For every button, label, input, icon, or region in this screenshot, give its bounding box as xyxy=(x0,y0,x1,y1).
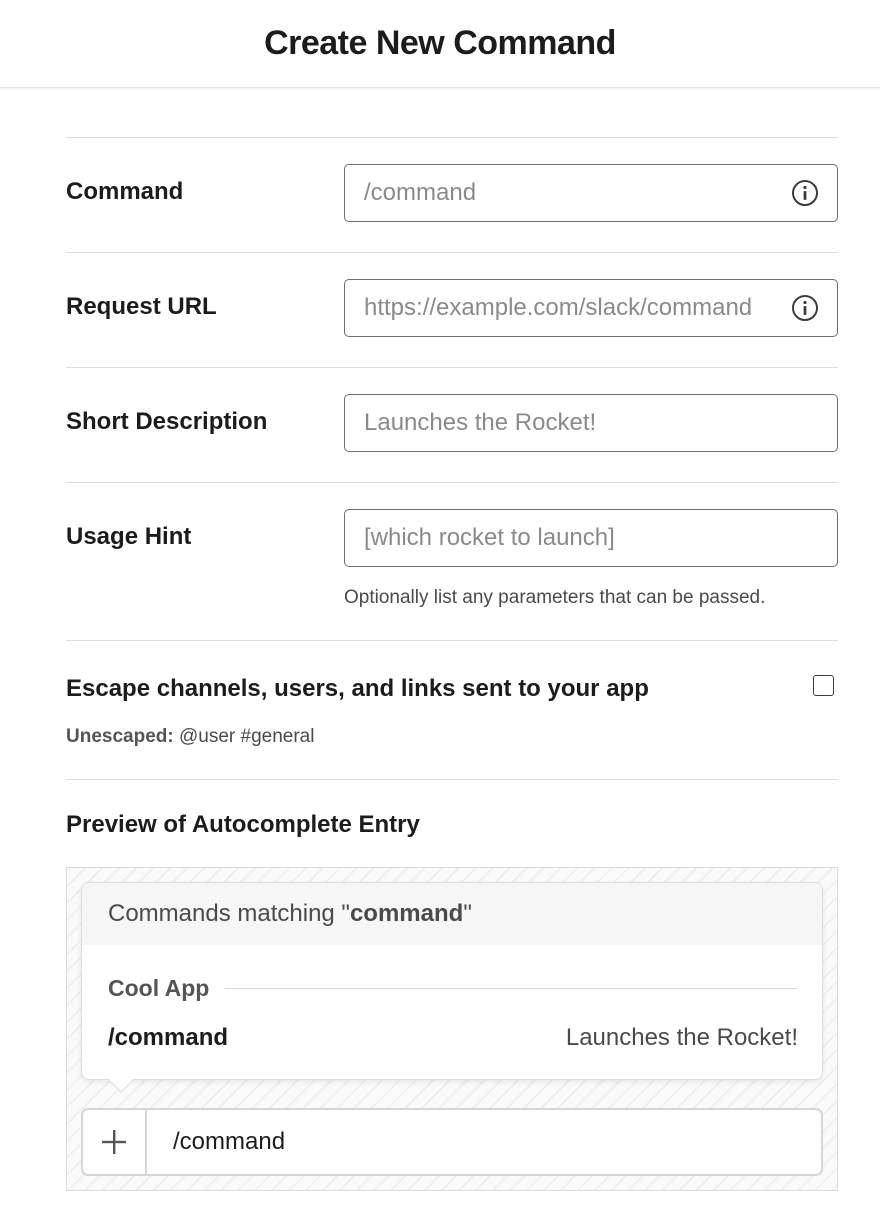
message-composer[interactable] xyxy=(81,1108,823,1176)
autocomplete-description: Launches the Rocket! xyxy=(565,1024,798,1051)
command-input[interactable] xyxy=(345,165,837,221)
plus-icon xyxy=(101,1129,127,1155)
header-suffix: " xyxy=(463,900,472,927)
app-group-header xyxy=(108,975,798,1002)
short-description-field[interactable] xyxy=(344,394,838,452)
short-description-input[interactable] xyxy=(345,395,837,451)
info-icon[interactable] xyxy=(791,179,819,207)
usage-hint-help: Optionally list any parameters that can be passed. xyxy=(344,587,766,608)
request-url-field[interactable] xyxy=(344,279,838,337)
usage-hint-label: Usage Hint xyxy=(66,523,192,550)
plus-button[interactable] xyxy=(83,1110,147,1174)
composer-text[interactable]: /command xyxy=(173,1128,286,1155)
escape-row xyxy=(66,640,838,779)
escape-label: Escape channels, users, and links sent to your app xyxy=(66,675,649,702)
escape-status-label: Unescaped: xyxy=(66,726,174,747)
page-header xyxy=(0,0,880,88)
command-row xyxy=(66,137,838,252)
short-description-label: Short Description xyxy=(66,408,268,435)
usage-hint-field[interactable] xyxy=(344,509,838,567)
info-icon[interactable] xyxy=(791,294,819,322)
header-query: command xyxy=(349,900,464,927)
autocomplete-command[interactable]: /command xyxy=(108,1024,229,1051)
request-url-label: Request URL xyxy=(66,293,217,320)
page-title: Create New Command xyxy=(264,24,616,62)
escape-checkbox[interactable] xyxy=(813,675,834,696)
autocomplete-popup xyxy=(81,882,823,1080)
command-label: Command xyxy=(66,178,184,205)
app-divider xyxy=(225,988,798,989)
header-prefix: Commands matching " xyxy=(108,900,350,927)
preview-row xyxy=(66,779,838,838)
preview-title: Preview of Autocomplete Entry xyxy=(66,811,420,838)
popup-pointer xyxy=(108,1067,133,1092)
request-url-input[interactable] xyxy=(345,280,837,336)
command-form xyxy=(66,137,838,838)
autocomplete-header xyxy=(82,883,822,945)
escape-status xyxy=(66,726,314,748)
autocomplete-preview xyxy=(66,867,838,1191)
request-url-row xyxy=(66,252,838,367)
escape-status-value: @user #general xyxy=(178,726,315,747)
usage-hint-row xyxy=(66,482,838,640)
app-name: Cool App xyxy=(108,975,210,1001)
usage-hint-input[interactable] xyxy=(345,510,837,566)
short-description-row xyxy=(66,367,838,482)
command-field[interactable] xyxy=(344,164,838,222)
